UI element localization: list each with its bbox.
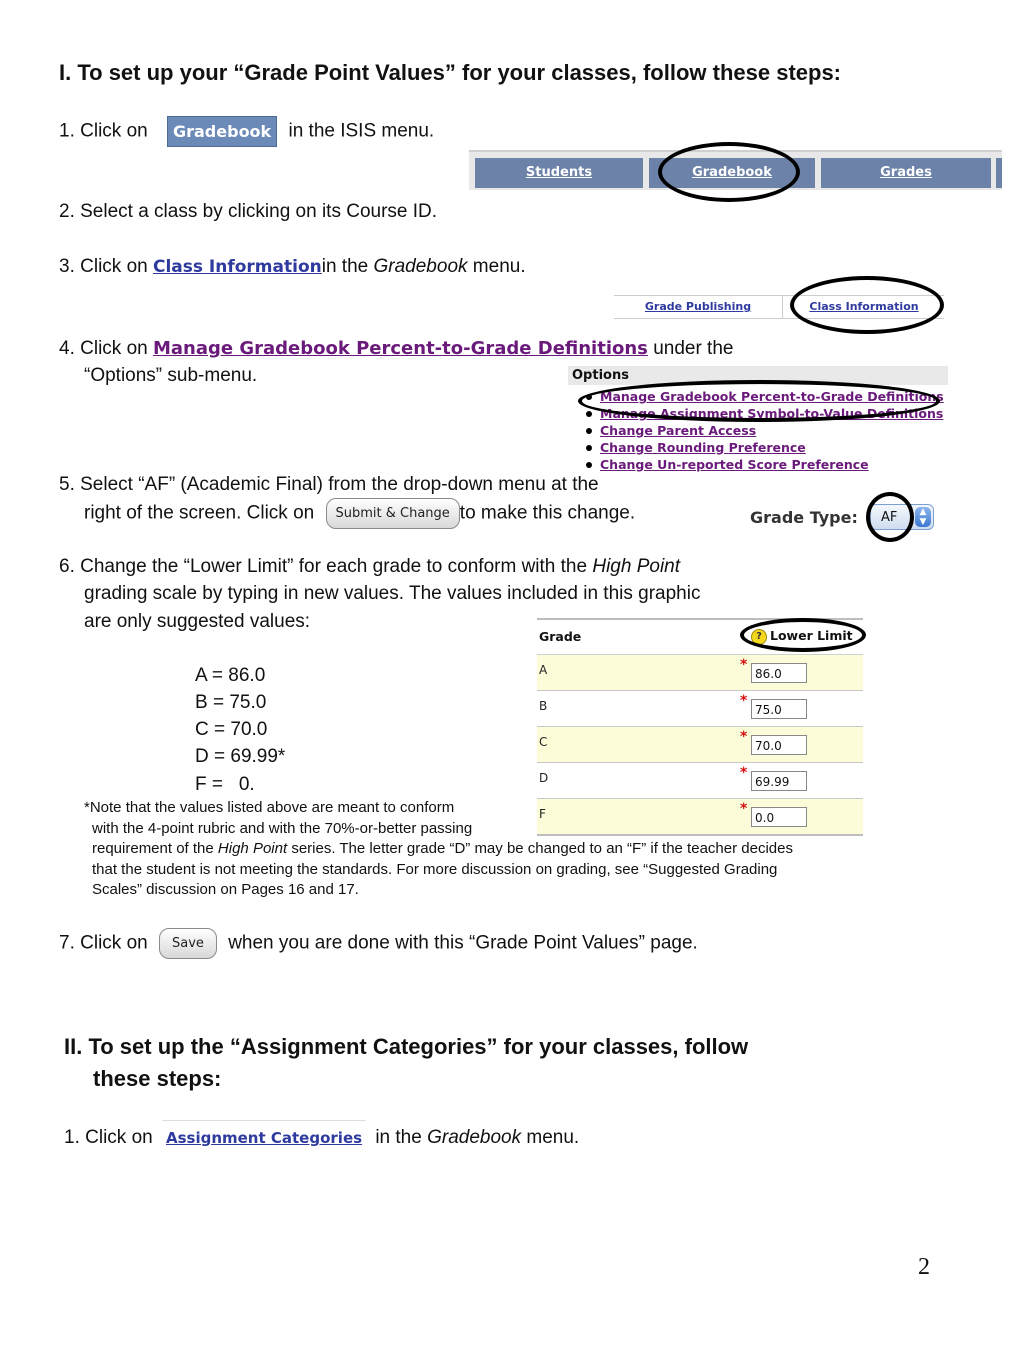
- step6-line3: are only suggested values:: [84, 611, 311, 632]
- step7-pre: 7. Click on: [59, 932, 148, 954]
- note-l3-post: series. The letter grade “D” may be changed to an “F” if the teacher decides: [291, 840, 793, 857]
- option-item[interactable]: Change Rounding Preference: [582, 439, 948, 456]
- step3-ital: Gradebook: [373, 256, 468, 277]
- grade-cell: F: [539, 807, 546, 821]
- col-header-lower-limit: ? Lower Limit: [751, 628, 853, 645]
- bullet-icon: [586, 428, 592, 434]
- bullet-icon: [586, 411, 592, 417]
- step5-line2: [84, 498, 635, 529]
- gradebook-button-capture[interactable]: Gradebook: [167, 116, 277, 147]
- required-asterisk: *: [740, 693, 748, 709]
- grade-value-line: A = 86.0: [195, 665, 266, 686]
- grade-cell: B: [539, 699, 548, 713]
- step6-ital: High Point: [592, 556, 681, 577]
- step1-text: [59, 116, 434, 147]
- lower-limit-input[interactable]: 70.0: [751, 735, 807, 755]
- grade-value-line: F = 0.: [195, 774, 255, 795]
- step3-mid: in the: [321, 256, 369, 277]
- grade-cell: A: [539, 663, 548, 677]
- table-row: [537, 691, 863, 727]
- grade-type-label: Grade Type:: [750, 508, 858, 527]
- required-asterisk: *: [740, 657, 748, 673]
- lower-limit-input[interactable]: 86.0: [751, 663, 807, 683]
- grade-cell: C: [539, 735, 548, 749]
- step2-text: 2. Select a class by clicking on its Course ID.: [59, 201, 438, 222]
- save-button-capture[interactable]: Save: [159, 928, 217, 959]
- help-icon[interactable]: ?: [751, 629, 767, 645]
- step4-pre: 4. Click on: [59, 338, 148, 359]
- section2-step1-text: [64, 1120, 579, 1152]
- option-item[interactable]: Change Parent Access: [582, 422, 948, 439]
- grade-value-line: D = 69.99*: [195, 746, 286, 767]
- note-l3-ital: High Point: [217, 840, 288, 857]
- stepper-arrows-icon: ▲ ▼: [915, 507, 931, 527]
- section2-heading-line1: II. To set up the “Assignment Categories” for your classes, follow: [64, 1034, 749, 1059]
- grade-cell: D: [539, 771, 549, 785]
- option-item[interactable]: Manage Assignment Symbol-to-Value Definitions: [582, 405, 948, 422]
- table-row: [537, 763, 863, 799]
- note-line5: Scales” discussion on Pages 16 and 17.: [92, 881, 359, 898]
- step7-text: [59, 928, 698, 959]
- step5-post: to make this change.: [459, 502, 636, 524]
- highlight-ring-grade-type: [866, 492, 914, 542]
- table-row: [537, 727, 863, 763]
- bullet-icon: [586, 445, 592, 451]
- menu-tab-students[interactable]: Students: [475, 158, 643, 188]
- lower-limit-input[interactable]: 0.0: [751, 807, 807, 827]
- highlight-ring-lower-limit: [740, 618, 866, 652]
- menu-tab-more[interactable]: [996, 158, 1002, 188]
- step3-post: menu.: [472, 256, 526, 277]
- step7-post: when you are done with this “Grade Point Values” page.: [228, 932, 698, 954]
- menu-tab-grades[interactable]: Grades: [821, 158, 991, 188]
- lower-limit-input[interactable]: 75.0: [751, 699, 807, 719]
- page-number: 2: [918, 1254, 930, 1280]
- step3-text: [59, 253, 526, 281]
- menu-tab-gradebook[interactable]: Gradebook: [649, 158, 815, 188]
- note-line2: with the 4-point rubric and with the 70%-or-better passing: [92, 820, 473, 837]
- option-item[interactable]: Manage Gradebook Percent-to-Grade Definitions: [582, 388, 948, 405]
- required-asterisk: *: [740, 801, 748, 817]
- table-row: [537, 799, 863, 836]
- step1-post: in the ISIS menu.: [288, 120, 435, 142]
- table-row: [537, 655, 863, 691]
- step4-line2: “Options” sub-menu.: [84, 365, 258, 386]
- step4-post: under the: [653, 338, 734, 359]
- grade-value-line: B = 75.0: [195, 692, 267, 713]
- manage-definitions-link-capture[interactable]: Manage Gradebook Percent-to-Grade Definitions: [152, 338, 648, 359]
- note-line3: [92, 839, 793, 860]
- bullet-icon: [586, 462, 592, 468]
- highlight-ring-gradebook: [658, 142, 800, 202]
- highlight-ring-class-information: [790, 276, 944, 334]
- subtab-grade-publishing[interactable]: Grade Publishing: [614, 296, 783, 318]
- step1-pre: 1. Click on: [59, 120, 148, 142]
- step3-pre: 3. Click on: [59, 256, 148, 277]
- step4-text: [59, 335, 733, 362]
- lower-limit-input[interactable]: 69.99: [751, 771, 807, 791]
- option-item[interactable]: Change Un-reported Score Preference: [582, 456, 948, 473]
- step5-pre: right of the screen. Click on: [84, 502, 315, 524]
- note-line1: *Note that the values listed above are meant to conform: [84, 799, 455, 816]
- step6-line2: grading scale by typing in new values. The values included in this graphic: [84, 583, 701, 604]
- s2-step1-pre: 1. Click on: [64, 1127, 153, 1148]
- note-l3-pre: requirement of the: [92, 840, 214, 857]
- options-heading: Options: [568, 366, 948, 385]
- required-asterisk: *: [740, 765, 748, 781]
- section2-heading: [64, 1031, 748, 1095]
- s2-step1-ital: Gradebook: [427, 1127, 522, 1148]
- assignment-categories-link-capture[interactable]: Assignment Categories: [162, 1120, 366, 1152]
- section1-heading: I. To set up your “Grade Point Values” for your classes, follow these steps:: [59, 60, 842, 85]
- grade-value-line: C = 70.0: [195, 719, 268, 740]
- submit-change-button-capture[interactable]: Submit & Change: [326, 498, 460, 529]
- required-asterisk: *: [740, 729, 748, 745]
- note-line4: that the student is not meeting the standards. For more discussion on grading, see “Suggested Grading: [92, 861, 778, 878]
- s2-step1-post: menu.: [526, 1127, 580, 1148]
- step6-pre: 6. Change the “Lower Limit” for each grade to conform with the: [59, 556, 588, 577]
- col-header-grade: Grade: [539, 629, 582, 644]
- subtab-class-information[interactable]: Class Information: [809, 300, 919, 313]
- highlight-ring-manage-definitions: [578, 380, 940, 422]
- step5-line1: 5. Select “AF” (Academic Final) from the drop-down menu at the: [59, 474, 599, 495]
- step6-line1: [59, 553, 680, 580]
- section2-heading-line2: these steps:: [93, 1066, 222, 1091]
- s2-step1-mid: in the: [375, 1127, 422, 1148]
- class-information-link-capture[interactable]: Class Information: [152, 257, 322, 277]
- grade-type-value: AF: [881, 510, 898, 525]
